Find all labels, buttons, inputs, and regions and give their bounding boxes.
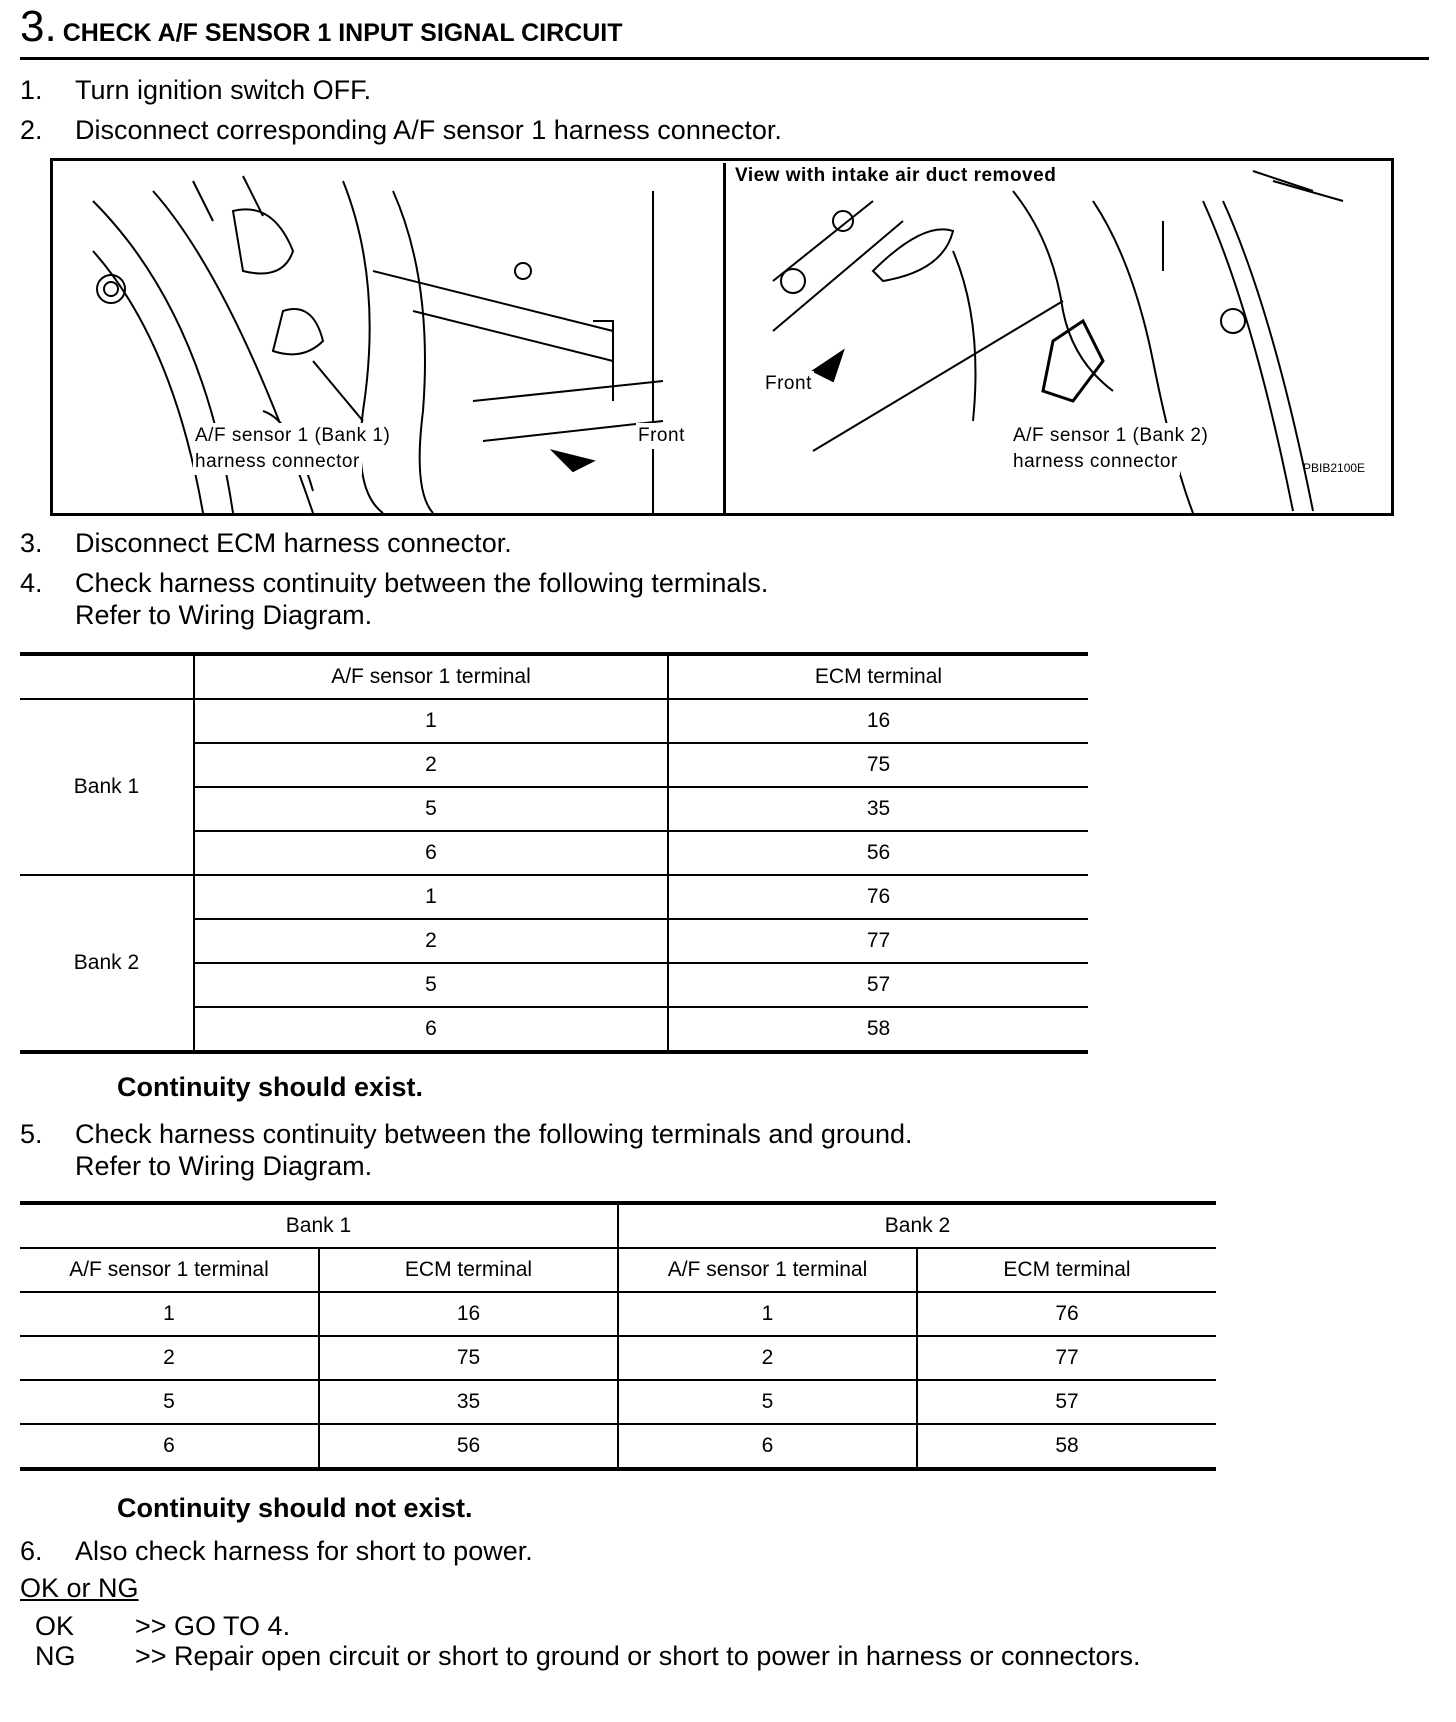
heading-rule bbox=[20, 57, 1429, 60]
continuity-table bbox=[20, 652, 1088, 1054]
step-number: 3. bbox=[20, 2, 57, 51]
front-label-right: Front bbox=[763, 371, 814, 397]
figure-code: PBIB2100E bbox=[1303, 461, 1366, 475]
table-row: 5 57 bbox=[20, 963, 1088, 1007]
ground-continuity-table bbox=[20, 1201, 1216, 1471]
step-1: 1. Turn ignition switch OFF. bbox=[20, 75, 372, 105]
table-row: Bank 2 1 76 bbox=[20, 875, 1088, 919]
table-row: 2 75 bbox=[20, 743, 1088, 787]
figure-divider bbox=[723, 163, 726, 513]
table-header-row: A/F sensor 1 terminal ECM terminal A/F sensor 1 terminal ECM terminal bbox=[20, 1248, 1216, 1292]
result-ok: OK >> GO TO 4. bbox=[35, 1611, 291, 1641]
bank2-connector-label: A/F sensor 1 (Bank 2) bbox=[1011, 423, 1210, 449]
result-ng: NG >> Repair open circuit or short to ground or short to power in harness or connectors. bbox=[35, 1641, 1141, 1671]
table-group-header-row: Bank 1 Bank 2 bbox=[20, 1203, 1216, 1248]
bank1-connector-label: A/F sensor 1 (Bank 1) bbox=[193, 423, 392, 449]
table-row: 6 56 bbox=[20, 831, 1088, 875]
table-row: 6 56 6 58 bbox=[20, 1424, 1216, 1469]
table-row: 5 35 5 57 bbox=[20, 1380, 1216, 1424]
table-header-row: A/F sensor 1 terminal ECM terminal bbox=[20, 654, 1088, 699]
step-4: 4. Check harness continuity between the following terminals. Refer to Wiring Diagram. bbox=[20, 568, 769, 630]
bank-cell: Bank 1 bbox=[20, 699, 194, 875]
step-3: 3. Disconnect ECM harness connector. bbox=[20, 528, 512, 558]
continuity-not-exist-note: Continuity should not exist. bbox=[117, 1493, 473, 1523]
bank1-connector-label-2: harness connector bbox=[193, 449, 362, 475]
step-6: 6. Also check harness for short to power. bbox=[20, 1536, 533, 1566]
table-row: 5 35 bbox=[20, 787, 1088, 831]
table-row: 2 77 bbox=[20, 919, 1088, 963]
bank2-connector-label-2: harness connector bbox=[1011, 449, 1180, 475]
step-title: CHECK A/F SENSOR 1 INPUT SIGNAL CIRCUIT bbox=[62, 19, 623, 47]
bank-cell: Bank 2 bbox=[20, 875, 194, 1052]
continuity-exist-note: Continuity should exist. bbox=[117, 1072, 424, 1102]
step-5: 5. Check harness continuity between the following terminals and ground. Refer to Wiring Diagram. bbox=[20, 1119, 913, 1181]
front-label-left: Front bbox=[636, 423, 687, 449]
ok-or-ng-heading: OK or NG bbox=[20, 1573, 139, 1603]
table-row: 1 16 1 76 bbox=[20, 1292, 1216, 1336]
table-row: Bank 1 1 16 bbox=[20, 699, 1088, 743]
illustration-figure bbox=[50, 158, 1394, 516]
right-view-title: View with intake air duct removed bbox=[733, 163, 1058, 189]
table-row: 6 58 bbox=[20, 1007, 1088, 1052]
step-2: 2. Disconnect corresponding A/F sensor 1 harness connector. bbox=[20, 115, 782, 145]
step-heading bbox=[20, 2, 622, 52]
table-row: 2 75 2 77 bbox=[20, 1336, 1216, 1380]
